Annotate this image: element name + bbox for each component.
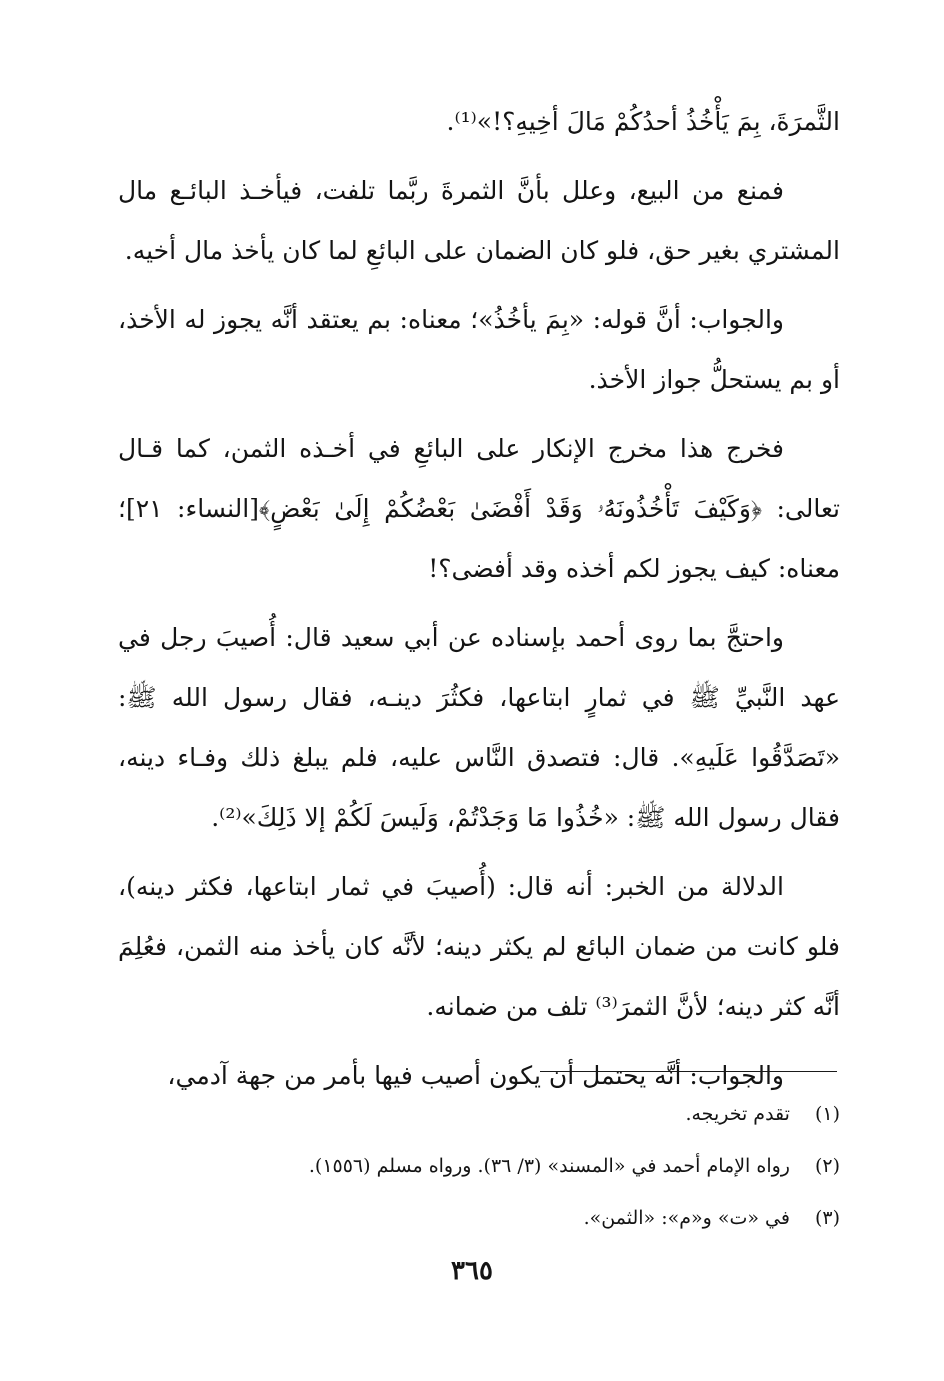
footnote-2 (180, 1140, 840, 1192)
footnote-divider (540, 1071, 837, 1072)
footnote-text: تقدم تخريجه. (685, 1103, 790, 1125)
footnote-number: (٢) (814, 1155, 840, 1177)
footnotes (180, 1088, 840, 1244)
paragraph-7: والجواب: أنَّه يحتمل أن يكون أصيب فيها بأمر من جهة آدمي، (167, 1061, 784, 1090)
paragraph-1: الثَّمرَةَ، بِمَ يَأْخُذُ أحدُكُمْ مَالَ أخِيهِ؟!»⁽¹⁾. (446, 107, 840, 136)
footnote-text: رواه الإمام أحمد في «المسند» (٣/ ٣٦). ورواه مسلم (١٥٥٦). (308, 1155, 790, 1177)
footnote-number: (٣) (814, 1207, 840, 1229)
footnote-number: (١) (814, 1103, 840, 1125)
paragraph-3: والجواب: أنَّ قوله: «بِمَ يأخُذُ»؛ معناه: بم يعتقد أنَّه يجوز له الأخذ، أو بم يستحلُّ جواز الأخذ. (118, 305, 840, 394)
paragraph-5: واحتجَّ بما روى أحمد بإسناده عن أبي سعيد قال: أُصيبَ رجل في عهد النَّبيِّ ﷺ في ثمارٍ ابتاعها، فكثُرَ دينـه، فقال رسول الله ﷺ: «تَصَدَّقُوا عَلَيهِ». قال: فتصدق النَّاس عليه، فلم يبلغ ذلك وفـاء دينه، فقال رسول الله ﷺ: «خُذُوا مَا وَجَدْتُمْ، وَلَيسَ لَكُمْ إلا ذَلِكَ»⁽²⁾. (118, 623, 840, 832)
footnote-text: في «ت» و«م»: «الثمن». (583, 1207, 790, 1229)
footnote-3 (180, 1192, 840, 1244)
paragraph-4: فخرج هذا مخرج الإنكار على البائعِ في أخـذه الثمن، كما قـال تعالى: ﴿وَكَيْفَ تَأْخُذُونَهُۥ وَقَدْ أَفْضَىٰ بَعْضُكُمْ إِلَىٰ بَعْضٍ﴾[النساء: ٢١]؛ معناه: كيف يجوز لكم أخذه وقد أفضى؟! (118, 434, 840, 583)
paragraph-6: الدلالة من الخبر: أنه قال: (أُصيبَ في ثمار ابتاعها، فكثر دينه)، فلو كانت من ضمان البائع لم يكثر دينه؛ لأنَّه كان يأخذ منه الثمن، فعُلِمَ أنَّه كثر دينه؛ لأنَّ الثمرَ⁽³⁾ تلف من ضمانه. (118, 872, 840, 1021)
paragraph-2: فمنع من البيع، وعلل بأنَّ الثمرةَ ربَّما تلفت، فيأخـذ البائـع مال المشتري بغير حق، فلو كان الضمان على البائعِ لما كان يأخذ مال أخيه. (118, 176, 840, 265)
main-text (118, 92, 840, 1115)
page-number: ٣٦٥ (451, 1256, 493, 1286)
footnote-1 (180, 1088, 840, 1140)
